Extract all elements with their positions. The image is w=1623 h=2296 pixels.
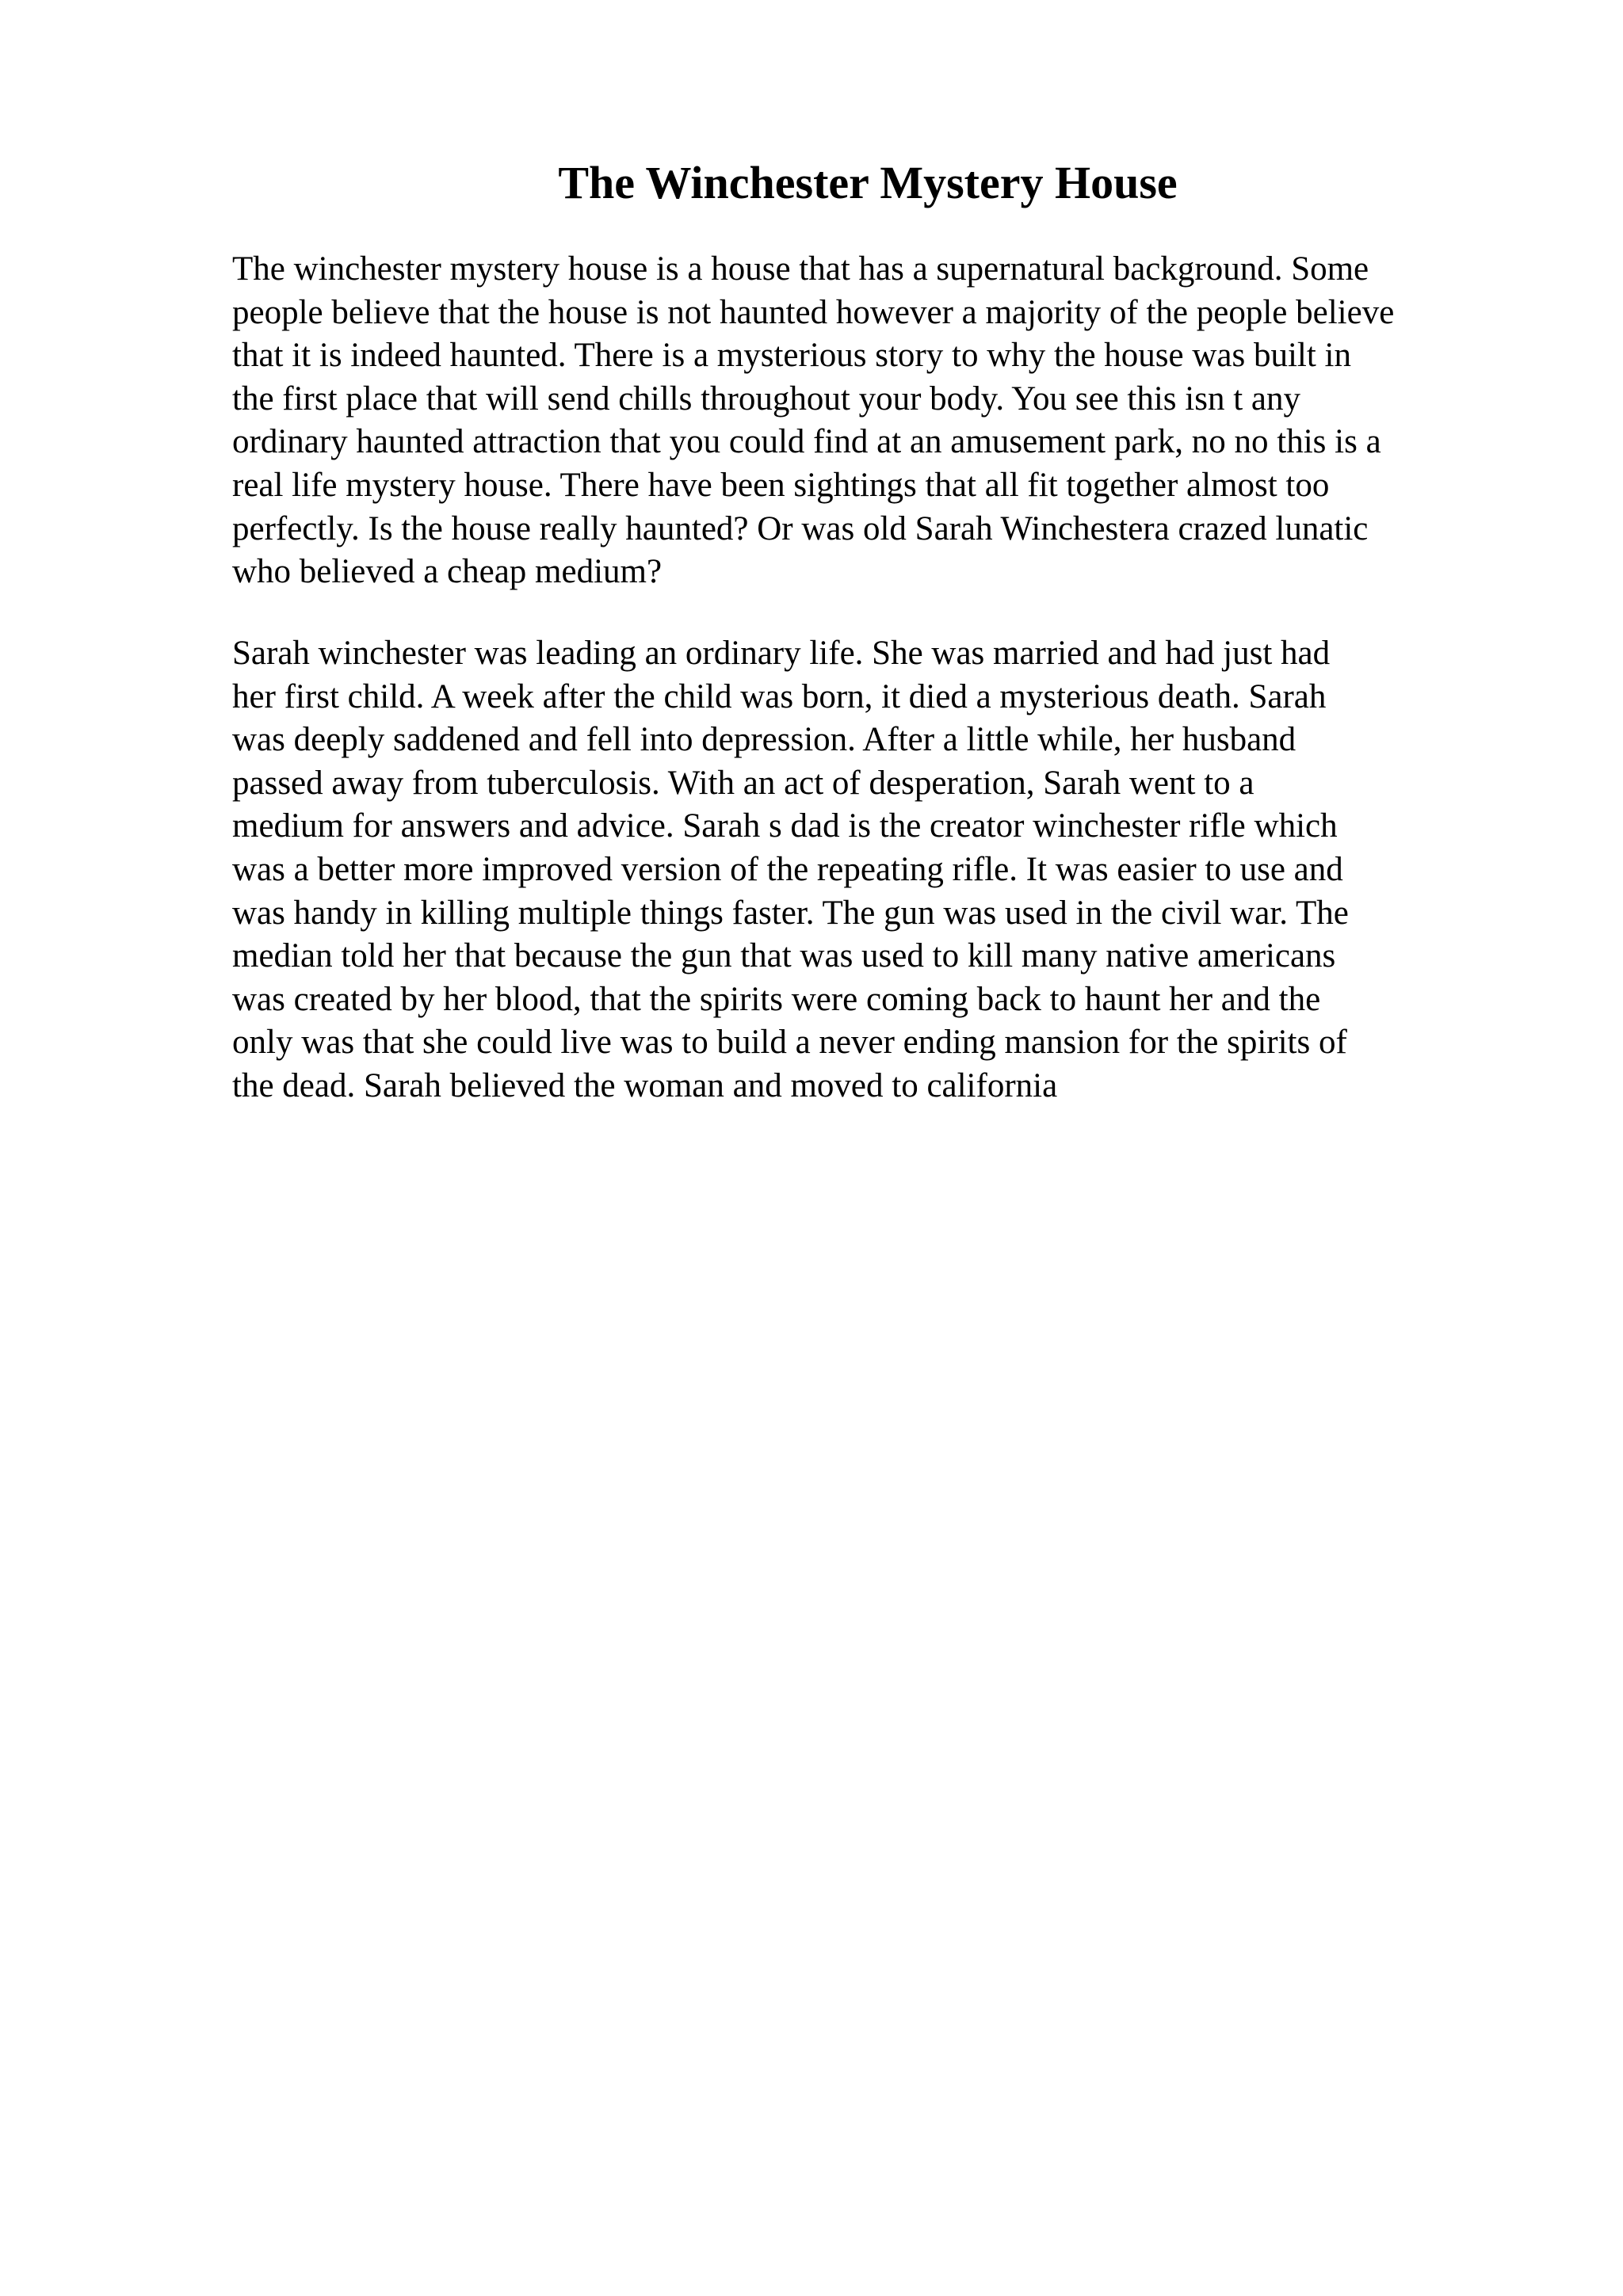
paragraph-line: median told her that because the gun that was used to kill many native americans (232, 937, 1336, 975)
paragraph-line: Sarah winchester was leading an ordinary life. She was married and had just had (232, 635, 1331, 672)
paragraph-line: only was that she could live was to build a never ending mansion for the spirits of (232, 1024, 1347, 1062)
paragraph-line: the dead. Sarah believed the woman and moved to california (232, 1066, 1058, 1104)
paragraph-line: the first place that will send chills throughout your body. You see this isn t any (232, 379, 1300, 418)
paragraph-line: real life mystery house. There have been sightings that all fit together almost too (232, 466, 1330, 504)
paragraph-line: her first child. A week after the child was born, it died a mysterious death. Sarah (232, 677, 1327, 715)
document-title: The Winchester Mystery House (558, 157, 1178, 208)
paragraph-line: medium for answers and advice. Sarah s dad is the creator winchester rifle which (232, 807, 1338, 845)
paragraph-line: was a better more improved version of the repeating rifle. It was easier to use and (232, 850, 1343, 888)
paragraph-line: was deeply saddened and fell into depression. After a little while, her husband (232, 721, 1296, 759)
paragraph-1 (232, 248, 1532, 594)
paragraph-line: was created by her blood, that the spirits were coming back to haunt her and the (232, 980, 1321, 1018)
paragraph-line: was handy in killing multiple things faster. The gun was used in the civil war. The (232, 894, 1349, 932)
paragraph-line: who believed a cheap medium? (232, 553, 663, 591)
paragraph-line: ordinary haunted attraction that you could find at an amusement park, no no this is a (232, 423, 1381, 461)
paragraph-line: perfectly. Is the house really haunted? Or was old Sarah Winchestera crazed lunatic (232, 509, 1369, 547)
paragraph-line: passed away from tuberculosis. With an act of desperation, Sarah went to a (232, 764, 1254, 802)
paragraph-line: that it is indeed haunted. There is a mysterious story to why the house was built in (232, 337, 1352, 375)
paragraph-line: The winchester mystery house is a house that has a supernatural background. Some (232, 250, 1369, 288)
paragraph-2 (232, 632, 1532, 1108)
paragraph-line: people believe that the house is not haunted however a majority of the people believe (232, 293, 1395, 331)
